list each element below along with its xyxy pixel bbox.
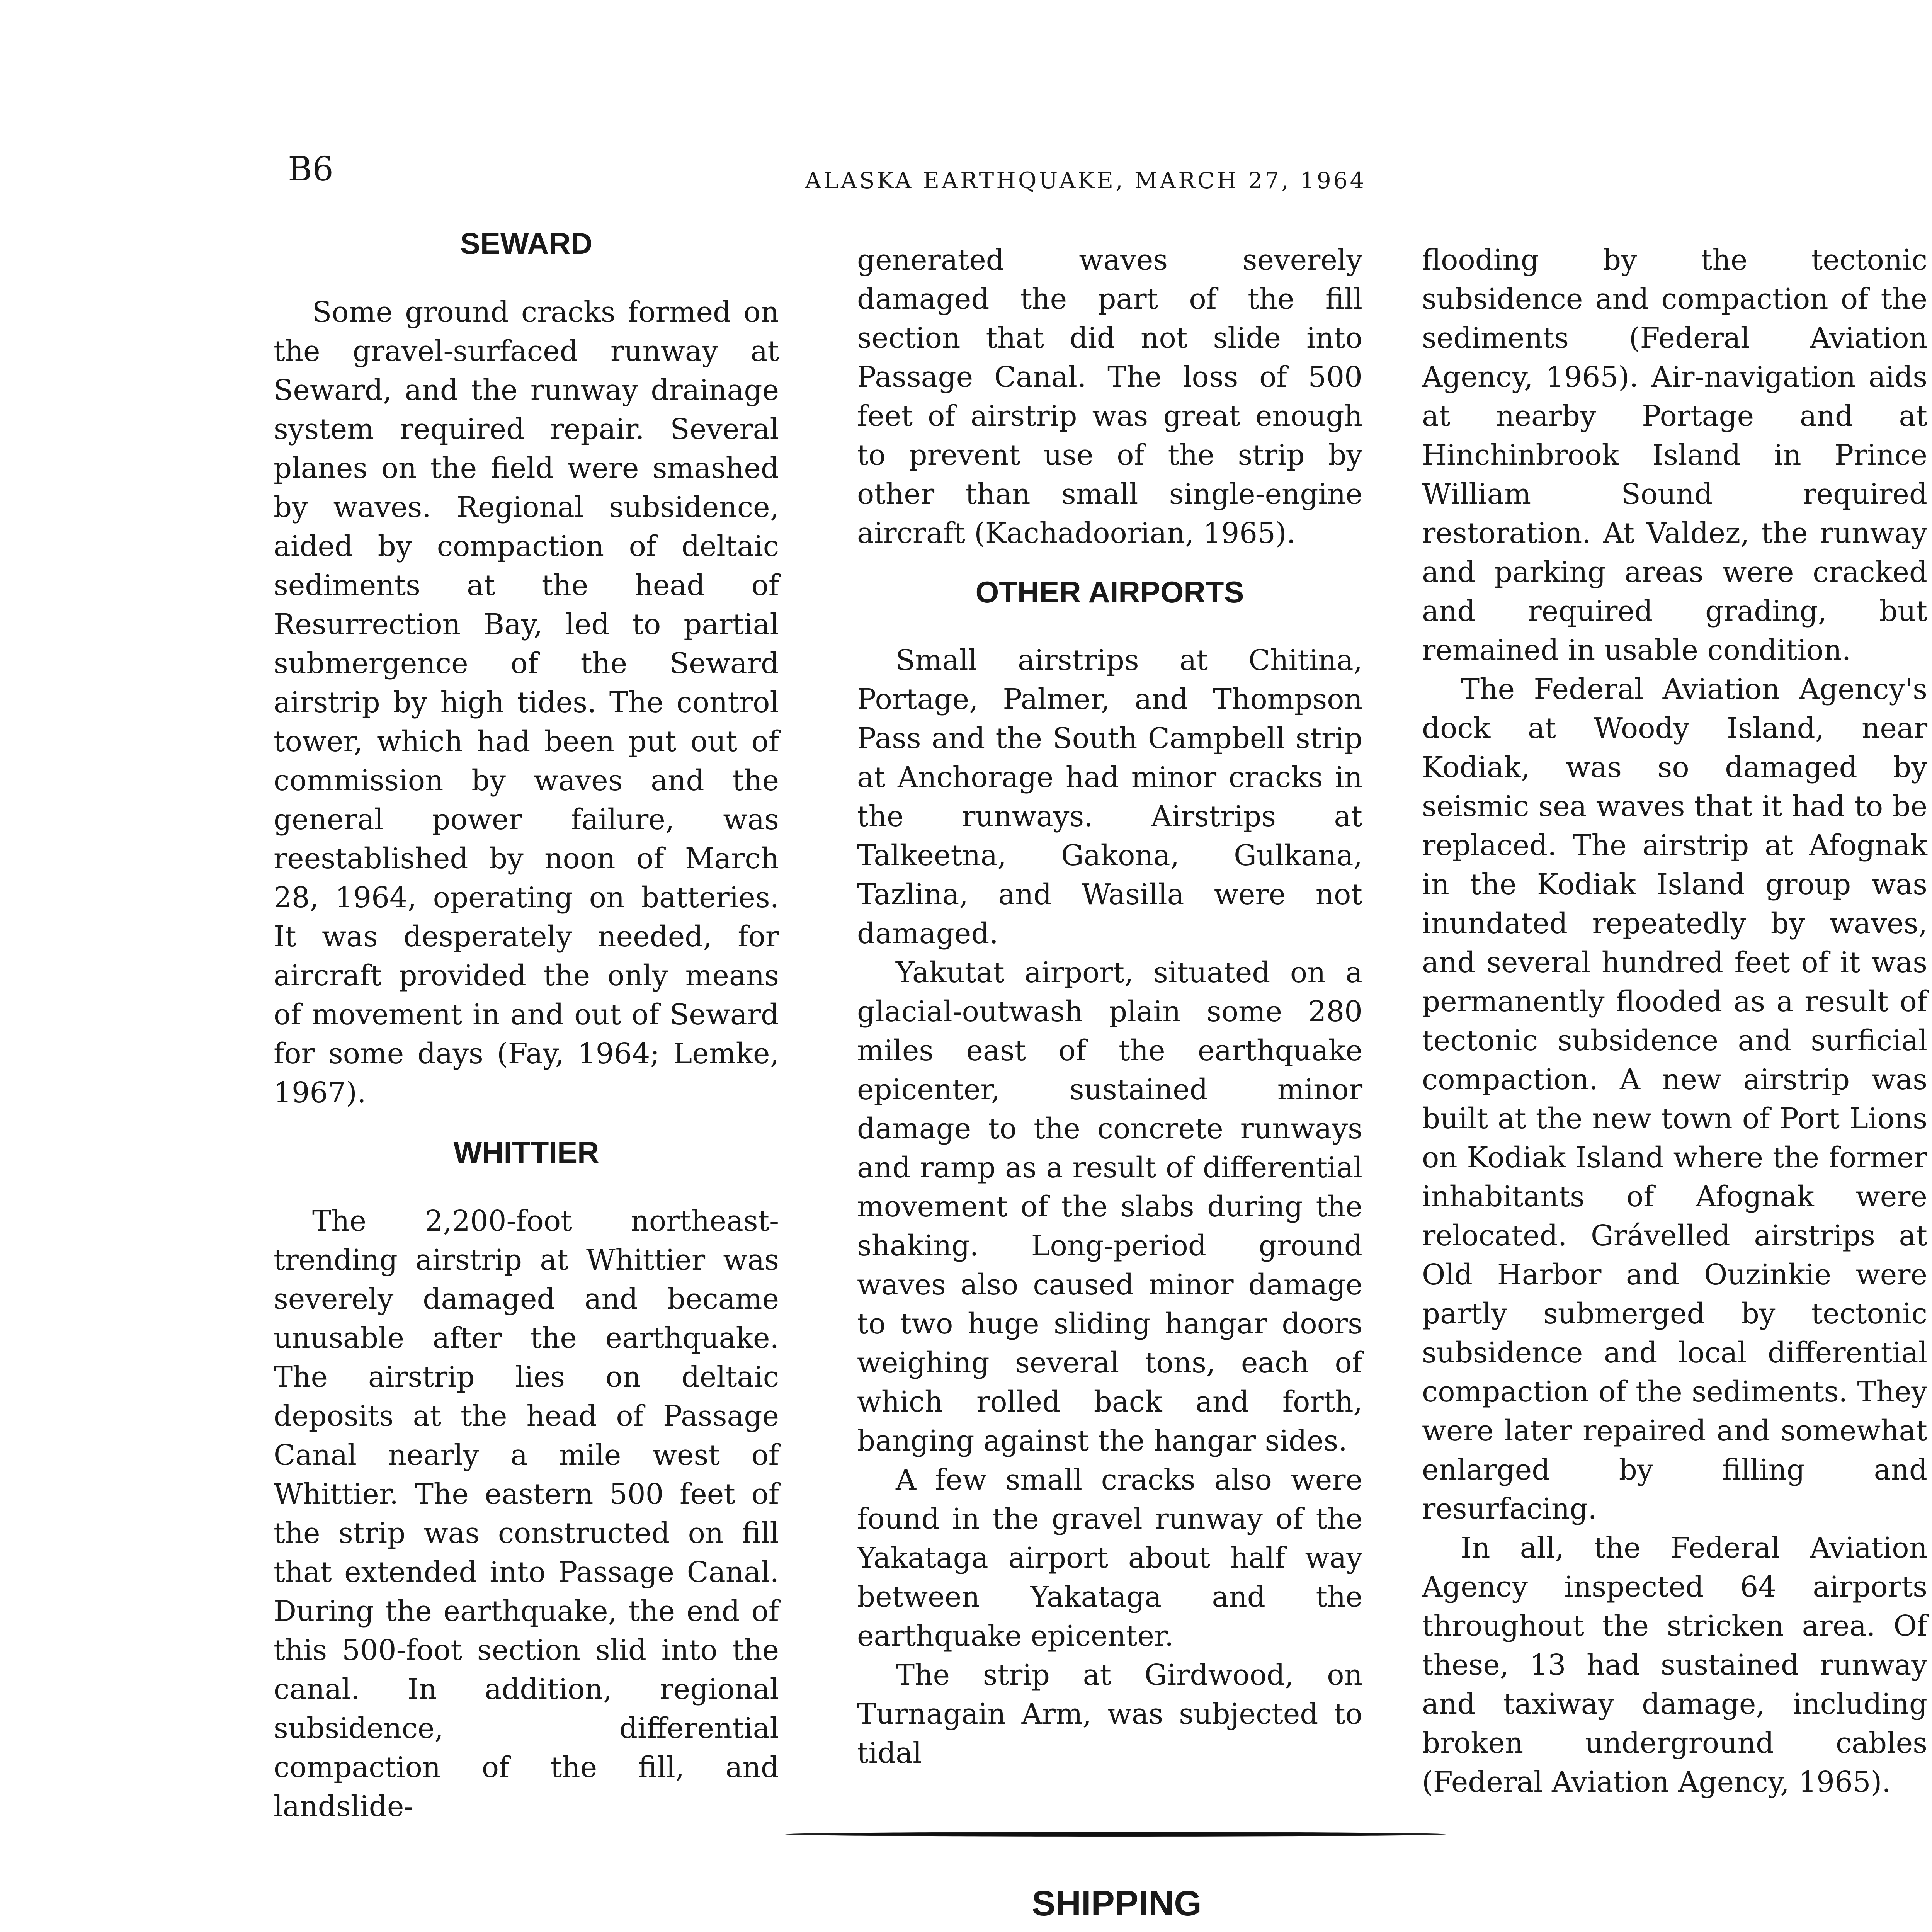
upper-column-1 xyxy=(274,226,779,1826)
shipping-title: SHIPPING xyxy=(1032,1884,1202,1923)
upper-column-2 xyxy=(857,241,1362,1773)
seward-heading: SEWARD xyxy=(460,226,593,260)
whittier-paragraph-continued: generated waves severely damaged the part of the fill section that did not slide into Passage Canal. The loss of 500 feet of airstrip was great enough to prevent use of the strip by other than small single-engine aircraft (Kachadoorian, 1965). xyxy=(857,244,1362,550)
other-airports-paragraph-4: The strip at Girdwood, on Turnagain Arm, was subjected to tidal xyxy=(857,1659,1362,1770)
faa-dock-paragraph: The Federal Aviation Agency's dock at Woody Island, near Kodiak, was so damaged by seismic sea waves that it had to be replaced. The airstrip at Afognak in the Kodiak Island group was inundated repeatedly by waves, and several hundred feet of it was permanently flooded as a result of tectonic subsidence and surficial compaction. A new airstrip was built at the new town of Port Lions on Kodiak Island where the former inhabitants of Afognak were relocated. Grávelled airstrips at Old Harbor and Ouzinkie were partly submerged by tectonic subsidence and local differential compaction of the sediments. They were later repaired and somewhat enlarged by filling and resurfacing. xyxy=(1422,673,1927,1526)
whittier-heading: WHITTIER xyxy=(453,1135,599,1169)
seward-paragraph: Some ground cracks formed on the gravel-surfaced runway at Seward, and the runway drainage system required repair. Several planes on the field were smashed by waves. Regional subsidence, aided by compaction of deltaic sediments at the head of Resurrection Bay, led to partial submergence of the Seward airstrip by high tides. The control tower, which had been put out of commission by waves and the general power failure, was reestablished by noon of March 28, 1964, operating on batteries. It was desperately needed, for aircraft provided the only means of movement in and out of Seward for some days (Fay, 1964; Lemke, 1967). xyxy=(274,296,779,1109)
other-airports-paragraph-3: A few small cracks also were found in the gravel runway of the Yakataga airport about half way between Yakataga and the earthquake epicenter. xyxy=(857,1464,1362,1653)
faa-summary-paragraph: In all, the Federal Aviation Agency inspected 64 airports throughout the stricken area. Of these, 13 had sustained runway and taxiway damage, including broken underground cables (Federal Aviation Agency, 1965). xyxy=(1422,1532,1927,1799)
girdwood-paragraph-continued: flooding by the tectonic subsidence and compaction of the sediments (Federal Aviation Agency, 1965). Air-navigation aids at nearby Portage and at Hinchinbrook Island in Prince William Sound required restoration. At Valdez, the runway and parking areas were cracked and required grading, but remained in usable condition. xyxy=(1422,244,1927,667)
page-number: B6 xyxy=(288,150,333,189)
section-divider-rule xyxy=(785,1832,1446,1837)
upper-column-3 xyxy=(1422,241,1927,1802)
running-head: ALASKA EARTHQUAKE, MARCH 27, 1964 xyxy=(805,167,1367,194)
whittier-paragraph: The 2,200-foot northeast-trending airstrip at Whittier was severely damaged and became unusable after the earthquake. The airstrip lies on deltaic deposits at the head of Passage Canal nearly a mile west of Whittier. The eastern 500 feet of the strip was constructed on fill that extended into Passage Canal. During the earthquake, the end of this 500-foot section slid into the canal. In addition, regional subsidence, differential compaction of the fill, and landslide- xyxy=(274,1205,779,1823)
other-airports-paragraph-2: Yakutat airport, situated on a glacial-outwash plain some 280 miles east of the earthquake epicenter, sustained minor damage to the concrete runways and ramp as a result of differential movement of the slabs during the shaking. Long-period ground waves also caused minor damage to two huge sliding hangar doors weighing several tons, each of which rolled back and forth, banging against the hangar sides. xyxy=(857,956,1362,1458)
other-airports-heading: OTHER AIRPORTS xyxy=(975,575,1244,609)
other-airports-paragraph-1: Small airstrips at Chitina, Portage, Palmer, and Thompson Pass and the South Campbell strip at Anchorage had minor cracks in the runways. Airstrips at Talkeetna, Gakona, Gulkana, Tazlina, and Wasilla were not damaged. xyxy=(857,644,1362,950)
